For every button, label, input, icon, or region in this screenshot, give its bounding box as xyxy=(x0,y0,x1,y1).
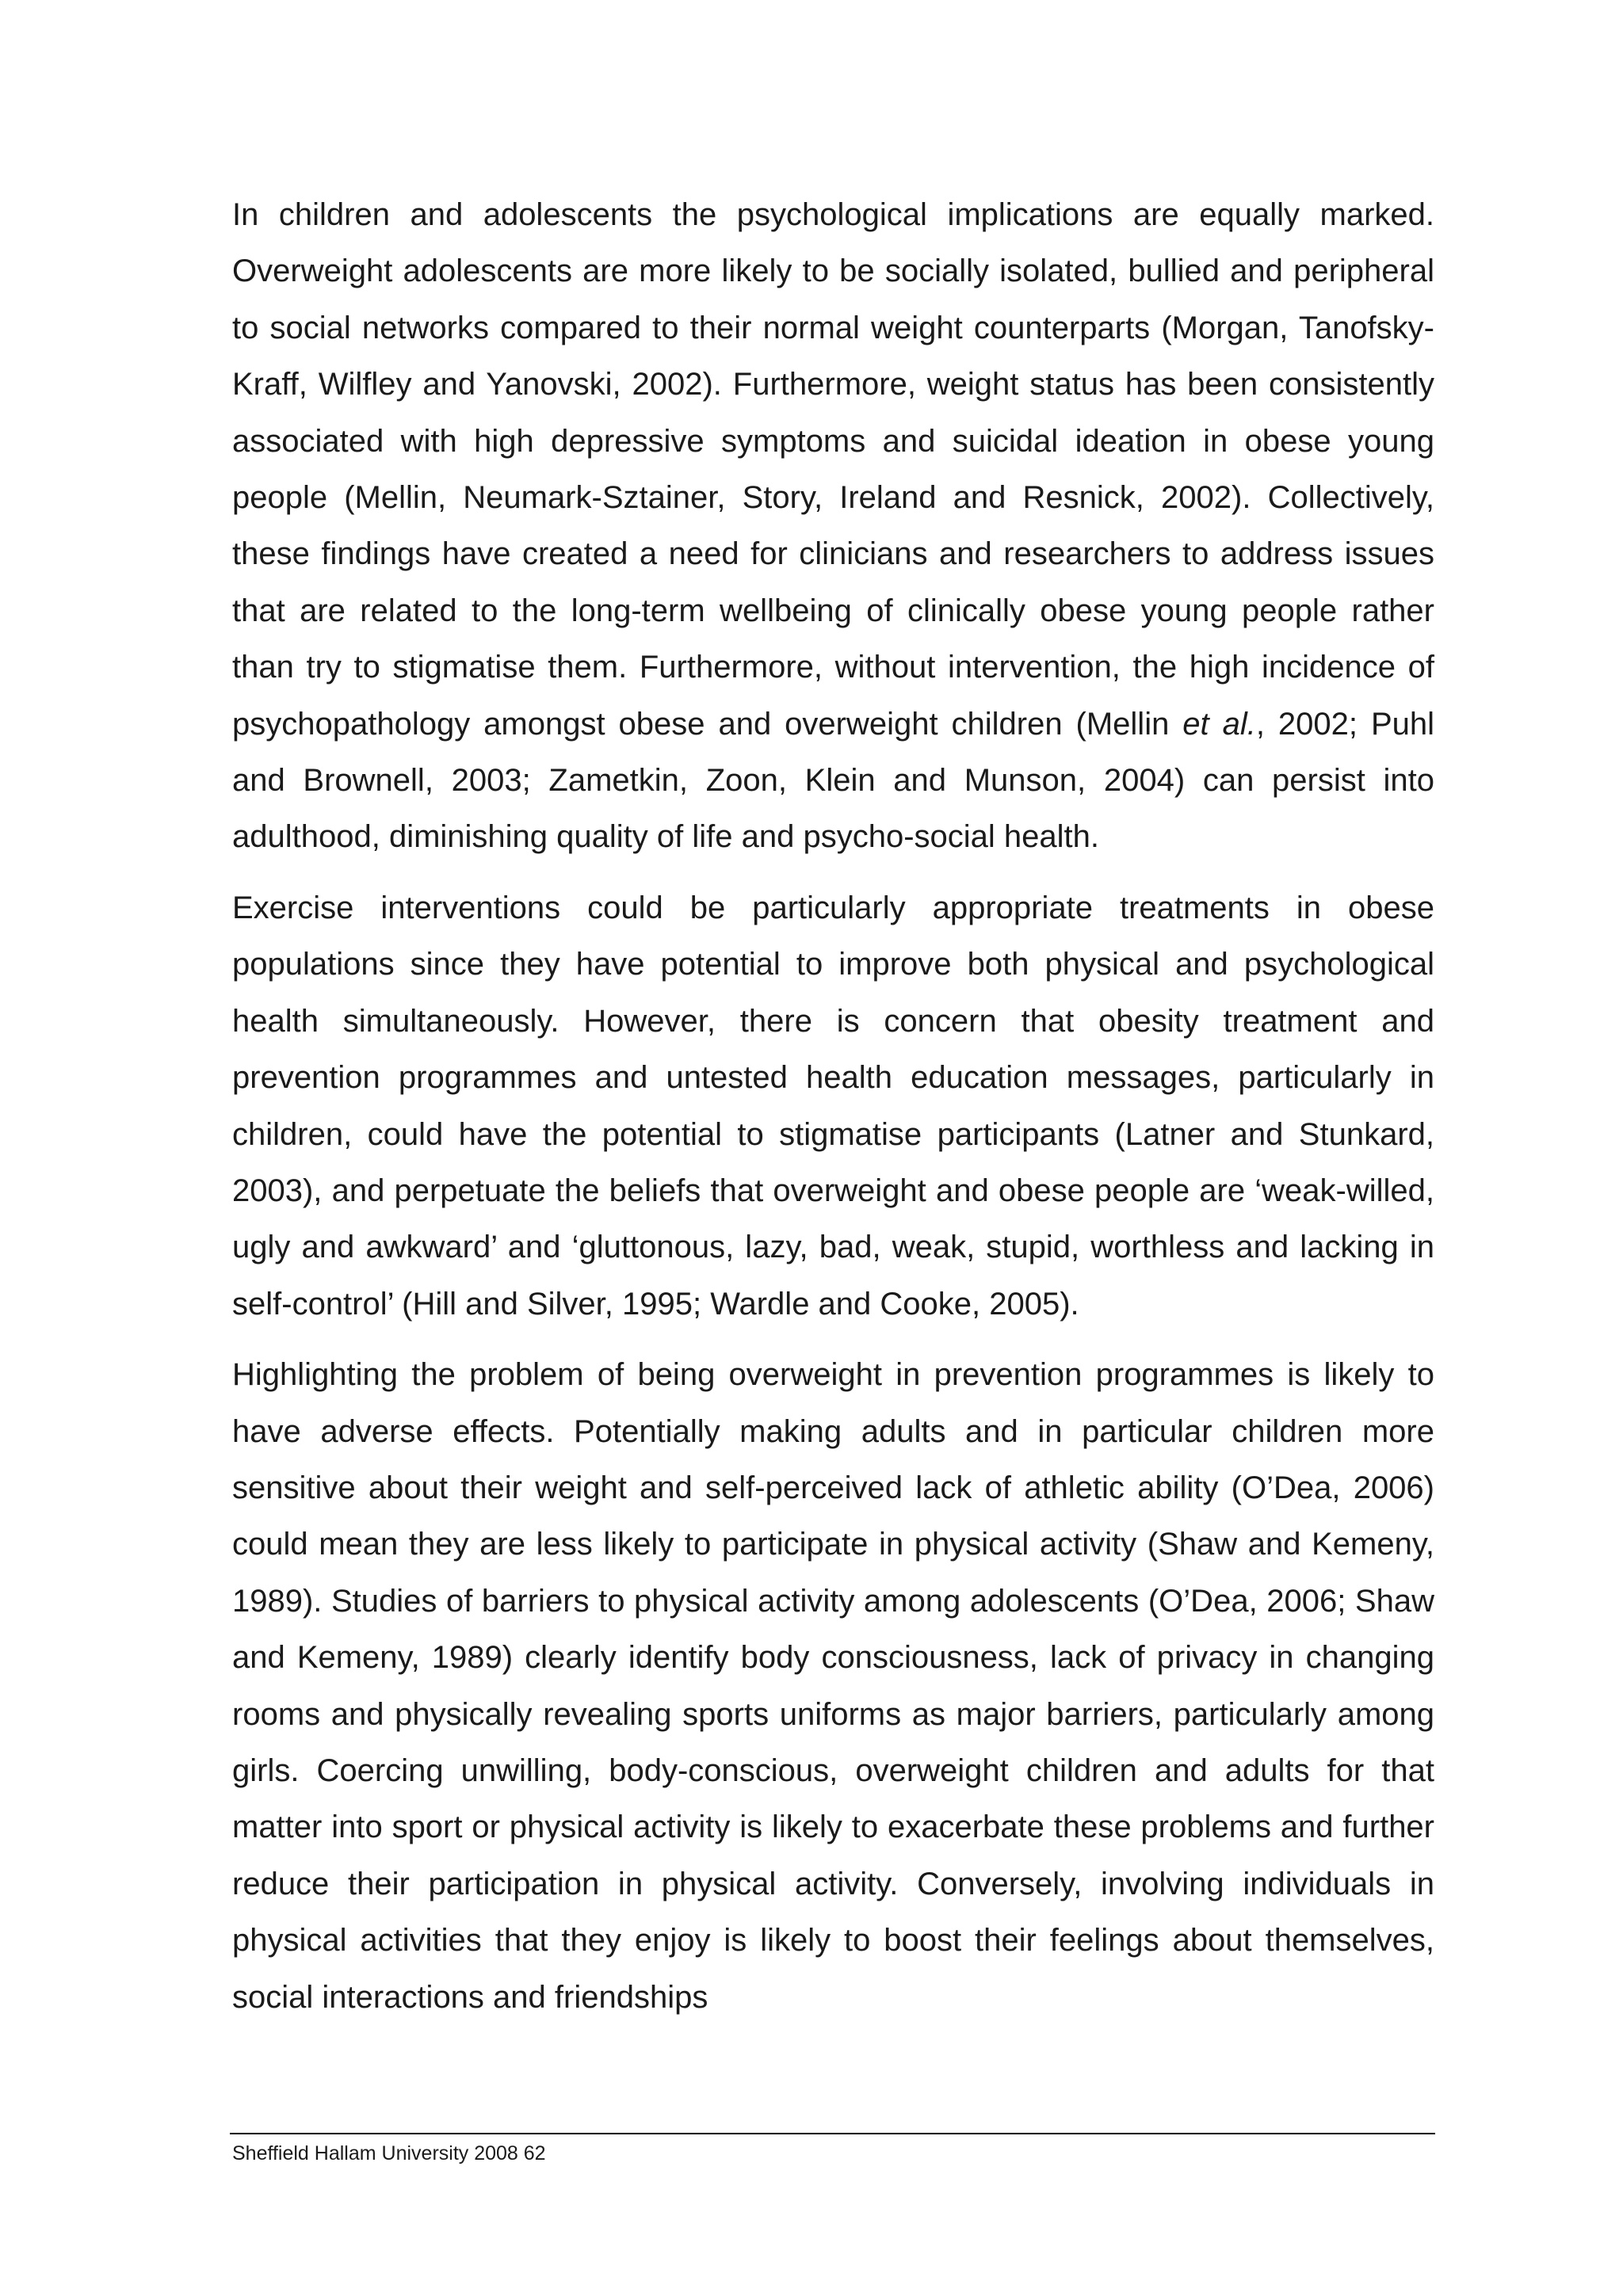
footer-divider xyxy=(230,2133,1435,2134)
body-text xyxy=(232,187,1434,2040)
paragraph-1-text: In children and adolescents the psychological implications are equally marked. Overweight adolescents are more likely to be socially isolated, bullied and peripheral to social networks compared to their normal weight counterparts (Morgan, Tanofsky-Kraff, Wilfley and Yanovski, 2002). Furthermore, weight status has been consistently associated with high depressive symptoms and suicidal ideation in obese young people (Mellin, Neumark-Sztainer, Story, Ireland and Resnick, 2002). Collectively, these findings have created a need for clinicians and researchers to address issues that are related to the long-term wellbeing of clinically obese young people rather than try to stigmatise them. Furthermore, without intervention, the high incidence of psychopathology amongst obese and overweight children (Mellin xyxy=(232,197,1434,742)
paragraph-1-text-continued: , 2002; Puhl and Brownell, 2003; Zametkin, Zoon, Klein and Munson, 2004) can persist into adulthood, diminishing quality of life and psycho-social health. xyxy=(232,706,1435,855)
paragraph-2 xyxy=(232,880,1434,1333)
paragraph-3-text: Highlighting the problem of being overweight in prevention programmes is likely to have adverse effects. Potentially making adults and in particular children more sensitive about their weight and self-perceived lack of athletic ability (O’Dea, 2006) could mean they are less likely to participate in physical activity (Shaw and Kemeny, 1989). Studies of barriers to physical activity among adolescents (O’Dea, 2006; Shaw and Kemeny, 1989) clearly identify body consciousness, lack of privacy in changing rooms and physically revealing sports uniforms as major barriers, particularly among girls. Coercing unwilling, body-conscious, overweight children and adults for that matter into sport or physical activity is likely to exacerbate these problems and further reduce their participation in physical activity. Conversely, involving individuals in physical activities that they enjoy is likely to boost their feelings about themselves, social interactions and friendships xyxy=(232,1357,1434,2015)
footer-text: Sheffield Hallam University 2008 62 xyxy=(232,2142,546,2164)
paragraph-1 xyxy=(232,187,1434,866)
paragraph-2-text: Exercise interventions could be particularly appropriate treatments in obese populations since they have potential to improve both physical and psychological health simultaneously. However, there is concern that obesity treatment and prevention programmes and untested health education messages, particularly in children, could have the potential to stigmatise participants (Latner and Stunkard, 2003), and perpetuate the beliefs that overweight and obese people are ‘weak-willed, ugly and awkward’ and ‘gluttonous, lazy, bad, weak, stupid, worthless and lacking in self-control’ (Hill and Silver, 1995; Wardle and Cooke, 2005). xyxy=(232,890,1434,1322)
paragraph-1-italic-et-al: et al. xyxy=(1182,706,1256,742)
paragraph-3 xyxy=(232,1347,1434,2026)
